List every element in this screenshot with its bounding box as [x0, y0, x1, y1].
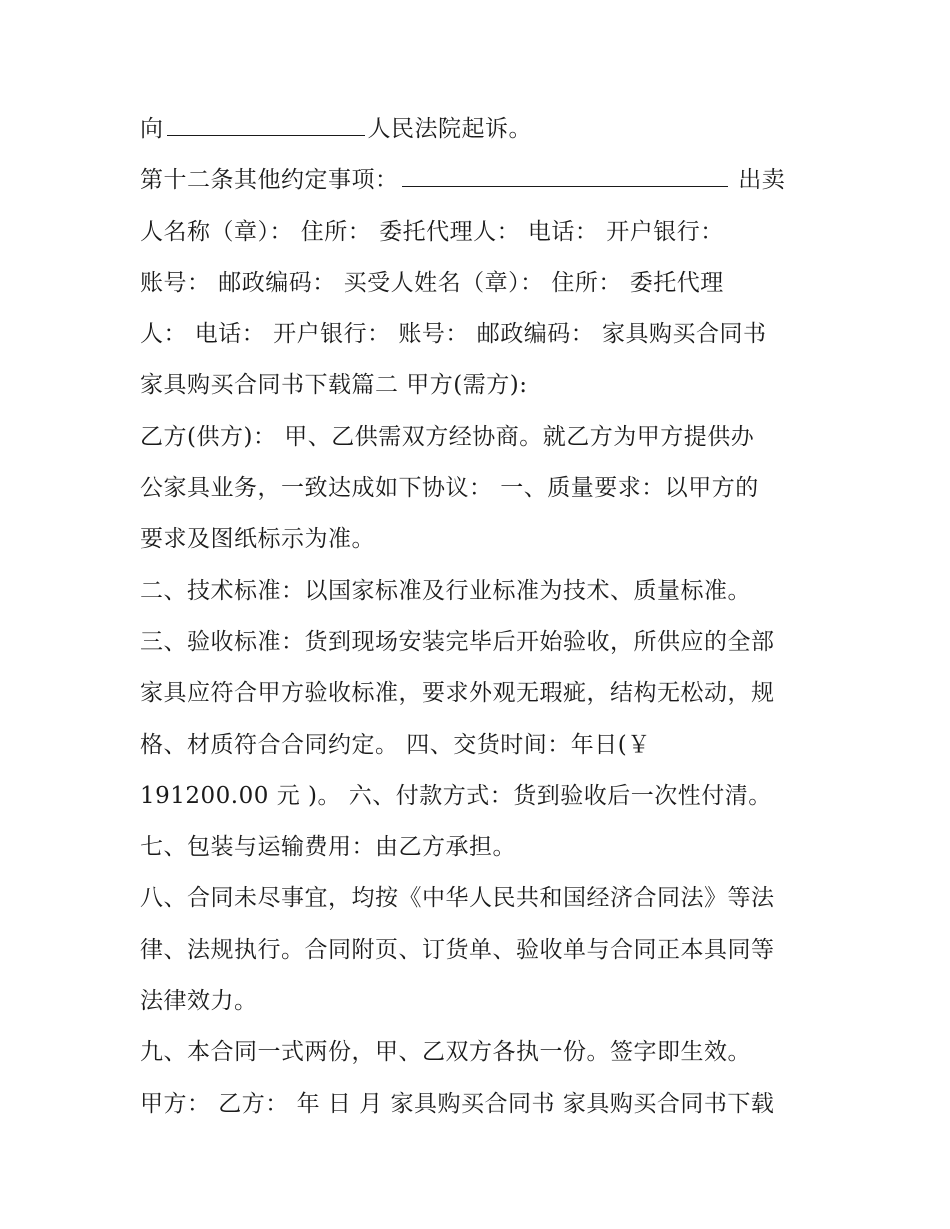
other-terms-blank — [402, 164, 728, 187]
text-line-11: 三、验收标准：货到现场安装完毕后开始验收，所供应的全部 — [140, 628, 775, 655]
text-line-14: 191200.00 元 )。 六、付款方式：货到验收后一次性付清。 — [140, 782, 772, 809]
text-line-15: 七、包装与运输费用：由乙方承担。 — [140, 834, 516, 861]
line-2-start: 第十二条其他约定事项： — [140, 167, 399, 194]
text-line-5: 人： 电话： 开户银行： 账号： 邮政编码： 家具购买合同书 — [140, 321, 767, 348]
line-1-end: 人民法院起诉。 — [367, 116, 532, 142]
text-line-10: 二、技术标准：以国家标准及行业标准为技术、质量标准。 — [140, 577, 751, 604]
text-line-16: 八、合同未尽事宜，均按《中华人民共和国经济合同法》等法 — [140, 885, 775, 912]
text-line-7: 乙方(供方)： 甲、乙供需双方经协商。就乙方为甲方提供办 — [140, 423, 755, 450]
text-line-17: 律、法规执行。合同附页、订货单、验收单与合同正本具同等 — [140, 936, 775, 963]
text-line-9: 要求及图纸标示为准。 — [140, 526, 375, 553]
text-line-19: 九、本合同一式两份，甲、乙双方各执一份。签字即生效。 — [140, 1039, 751, 1066]
text-line-4: 账号： 邮政编码： 买受人姓名（章）： 住所： 委托代理 — [140, 269, 724, 296]
text-line-12: 家具应符合甲方验收标准，要求外观无瑕疵，结构无松动，规 — [140, 680, 775, 707]
text-line-6: 家具购买合同书下载篇二 甲方(需方): — [140, 372, 528, 399]
text-line-20: 甲方： 乙方： 年 日 月 家具购买合同书 家具购买合同书下载 — [140, 1090, 775, 1117]
court-name-blank — [167, 113, 365, 136]
line-1-start: 向 — [140, 116, 164, 142]
document-body — [140, 104, 820, 1130]
text-line-2 — [140, 155, 820, 206]
text-line-1 — [140, 104, 820, 155]
text-line-18: 法律效力。 — [140, 988, 258, 1015]
text-line-13: 格、材质符合合同约定。 四、交货时间：年日(￥ — [140, 731, 651, 758]
text-line-3: 人名称（章）： 住所： 委托代理人： 电话： 开户银行： — [140, 218, 724, 245]
line-2-end: 出卖 — [730, 167, 786, 194]
text-line-8: 公家具业务，一致达成如下协议： 一、质量要求：以甲方的 — [140, 475, 759, 502]
